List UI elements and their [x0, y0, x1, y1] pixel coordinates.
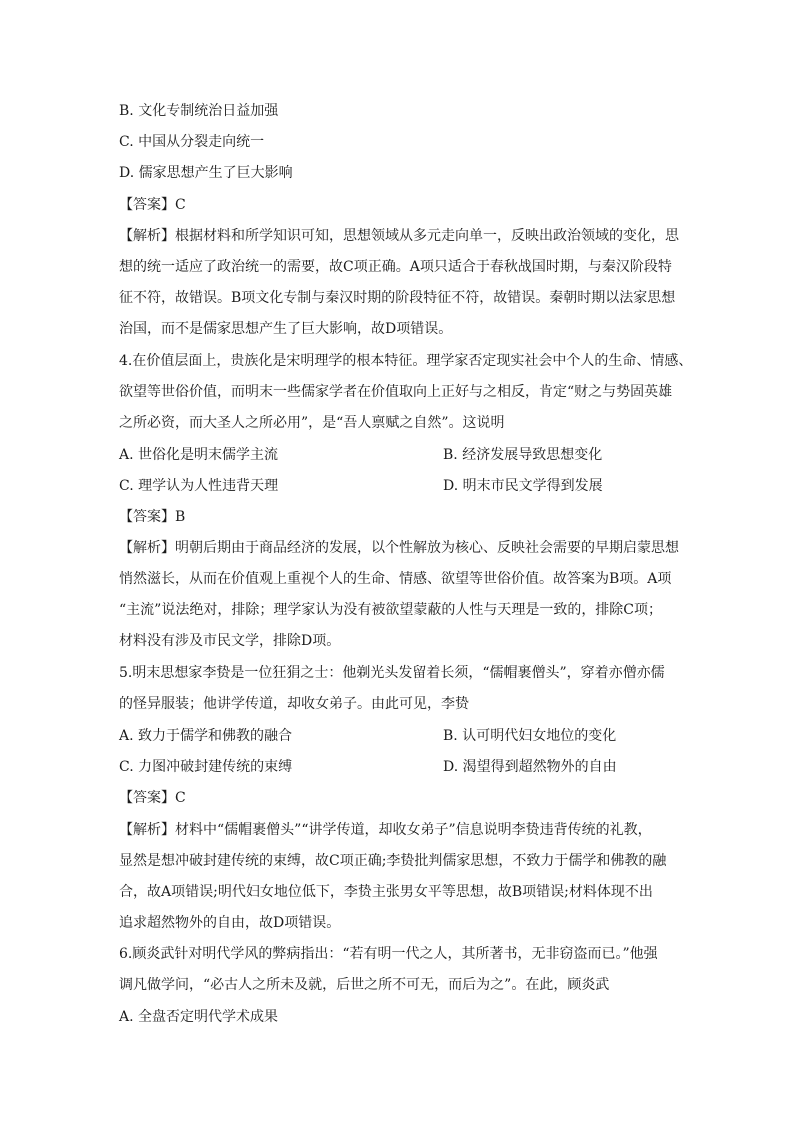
- q4-option-c: C. 理学认为人性违背天理: [119, 478, 279, 494]
- analysis-line: 【解析】明朝后期由于商品经济的发展，以个性解放为核心、反映社会需要的早期启蒙思想: [119, 540, 679, 556]
- q5-stem: [119, 658, 679, 720]
- analysis-line: 治国，而不是儒家思想产生了巨大影响，故D项错误。: [119, 321, 453, 337]
- analysis-line: 【解析】根据材料和所学知识可知，思想领域从多元走向单一，反映出政治领域的变化，思: [119, 228, 679, 244]
- q3-option-d: D. 儒家思想产生了巨大影响: [119, 165, 293, 181]
- q5-option-c: C. 力图冲破封建传统的束缚: [119, 759, 293, 775]
- q4-options-row-2: [119, 471, 679, 502]
- analysis-line: “主流”说法绝对，排除；理学家认为没有被欲望蒙蔽的人性与天理是一致的，排除C项；: [119, 602, 663, 618]
- q5-analysis: [119, 815, 679, 939]
- analysis-line: 【解析】材料中“儒帽裹僧头”“讲学传道，却收女弟子”信息说明李贽违背传统的礼教，: [119, 822, 652, 838]
- q3-analysis: [119, 221, 679, 345]
- analysis-line: 追求超然物外的自由，故D项错误。: [119, 915, 341, 931]
- q4-option-b: B. 经济发展导致思想变化: [443, 447, 603, 463]
- q5-answer: 【答案】C: [119, 790, 186, 806]
- q5-option-d: D. 渴望得到超然物外的自由: [443, 759, 617, 775]
- q5-option-a: A. 致力于儒学和佛教的融合: [119, 728, 293, 744]
- q4-option-a: A. 世俗化是明末儒学主流: [119, 447, 279, 463]
- q4-answer: 【答案】B: [119, 509, 186, 525]
- stem-line: 6.顾炎武针对明代学风的弊病指出：“若有明一代之人，其所著书，无非窃盗而已。”他强: [119, 946, 658, 962]
- q4-option-d: D. 明末市民文学得到发展: [443, 478, 603, 494]
- analysis-line: 合，故A项错误;明代妇女地位低下，李贽主张男女平等思想，故B项错误;材料体现不出: [119, 884, 653, 900]
- stem-line: 4.在价值层面上，贵族化是宋明理学的根本特征。理学家否定现实社会中个人的生命、情感、: [119, 353, 693, 369]
- stem-line: 的怪异服装；他讲学传道，却收女弟子。由此可见，李贽: [119, 696, 469, 712]
- q3-option-c: C. 中国从分裂走向统一: [119, 134, 265, 150]
- stem-line: 欲望等世俗价值，而明末一些儒家学者在价值取向上正好与之相反，肯定“财之与势固英雄: [119, 384, 673, 400]
- q4-options-row-1: [119, 440, 679, 471]
- stem-line: 5.明末思想家李贽是一位狂狷之士：他剃光头发留着长须，“儒帽裹僧头”，穿着亦僧亦儒: [119, 665, 665, 681]
- stem-line: 之所必资，而大圣人之所必用”，是“吾人禀赋之自然”。这说明: [119, 415, 505, 431]
- q3-option-b: B. 文化专制统治日益加强: [119, 103, 279, 119]
- q4-analysis: [119, 533, 679, 657]
- q5-options-row-2: [119, 752, 679, 783]
- q6-option-a: A. 全盘否定明代学术成果: [119, 1009, 279, 1025]
- analysis-line: 征不符，故错误。B项文化专制与秦汉时期的阶段特征不符，故错误。秦朝时期以法家思想: [119, 290, 676, 306]
- q3-answer: 【答案】C: [119, 197, 186, 213]
- analysis-line: 显然是想冲破封建传统的束缚，故C项正确;李贽批判儒家思想，不致力于儒学和佛教的融: [119, 853, 667, 869]
- analysis-line: 材料没有涉及市民文学，排除D项。: [119, 633, 341, 649]
- analysis-line: 想的统一适应了政治统一的需要，故C项正确。A项只适合于春秋战国时期，与秦汉阶段特: [119, 259, 672, 275]
- stem-line: 调凡做学问，“必古人之所未及就，后世之所不可无，而后为之”。在此，顾炎武: [119, 977, 610, 993]
- analysis-line: 悄然滋长，从而在价值观上重视个人的生命、情感、欲望等世俗价值。故答案为B项。A项: [119, 571, 672, 587]
- q5-option-b: B. 认可明代妇女地位的变化: [443, 728, 617, 744]
- q4-stem: [119, 346, 693, 439]
- q6-stem: [119, 939, 679, 1001]
- q5-options-row-1: [119, 721, 679, 752]
